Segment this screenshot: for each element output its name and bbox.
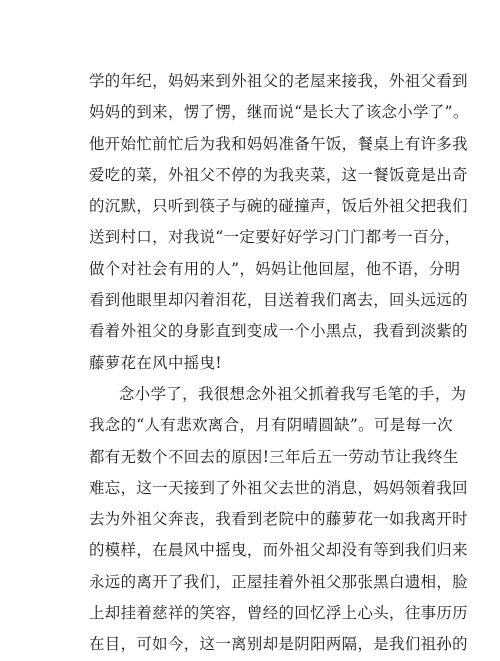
text-line: 学的年纪，妈妈来到外祖父的老屋来接我，外祖父看到 [89,72,468,90]
text-line: 他开始忙前忙后为我和妈妈准备午饭，餐桌上有许多我 [89,134,468,153]
text-line: 难忘，这一天接到了外祖父去世的消息，妈妈领着我回 [89,478,468,497]
document-body [89,66,469,661]
text-line: 永远的离开了我们，正屋挂着外祖父那张黑白遗相，脸 [89,572,468,591]
text-line: 藤萝花在风中摇曳! [89,353,222,372]
text-line: 做个对社会有用的人”，妈妈让他回屋，他不语，分明 [89,259,461,278]
text-line: 都有无数个不回去的原因!三年后五一劳动节让我终生 [89,447,459,466]
text-line: 念小学了，我很想念外祖父抓着我写毛笔的手，为 [119,384,467,403]
paragraph-1 [89,66,469,379]
text-line: 看着外祖父的身影直到变成一个小黑点，我看到淡紫的 [89,322,468,341]
text-line: 看到他眼里却闪着泪花，目送着我们离去，回头远远的 [89,291,468,310]
text-line: 我念的“人有悲欢离合，月有阴晴圆缺”。可是每一次 [89,416,453,435]
text-line: 的模样，在晨风中摇曳，而外祖父却没有等到我们归来 [89,541,468,560]
text-line: 送到村口，对我说“一定要好好学习门门都考一百分， [89,228,461,247]
text-line: 爱吃的菜，外祖父不停的为我夹菜，这一餐饭竟是出奇 [89,165,468,184]
text-line: 的沉默，只听到筷子与碗的碰撞声，饭后外祖父把我们 [89,197,468,216]
text-line: 去为外祖父奔丧，我看到老院中的藤萝花一如我离开时 [89,510,468,529]
paragraph-2 [89,379,468,661]
text-line: 妈妈的到来，愣了愣，继而说“是长大了该念小学了”。 [89,103,469,122]
text-line: 上却挂着慈祥的笑容，曾经的回忆浮上心头，往事历历 [89,604,468,623]
text-line: 在目，可如今，这一离别却是阴阳两隔，是我们祖孙的 [89,635,468,654]
